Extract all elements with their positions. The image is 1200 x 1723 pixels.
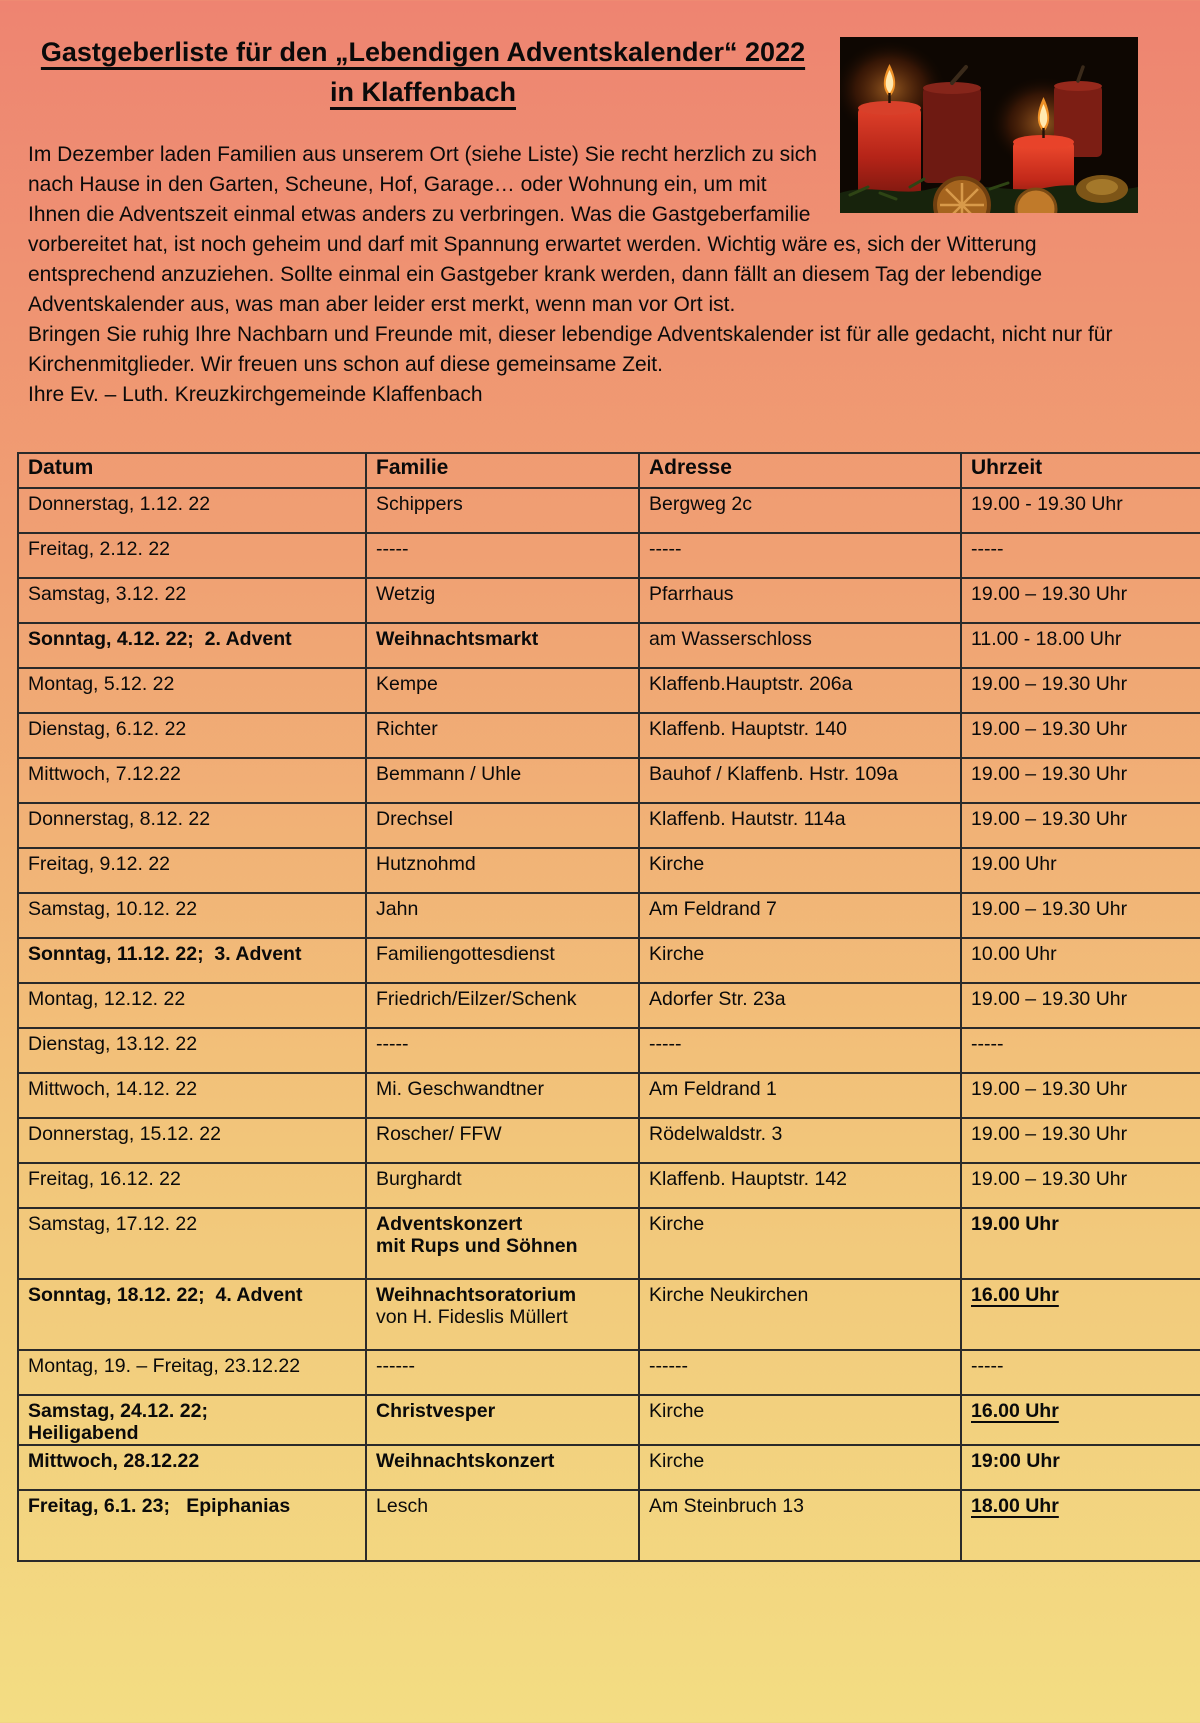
- cell-uhrzeit: [961, 1445, 1200, 1490]
- table-row: [18, 668, 1200, 713]
- cell-uhrzeit: [961, 488, 1200, 533]
- cell-familie: [366, 668, 639, 713]
- cell-line: Donnerstag, 15.12. 22: [28, 1123, 221, 1145]
- host-schedule-table: [17, 452, 1200, 1562]
- table-row: [18, 758, 1200, 803]
- cell-line: Samstag, 3.12. 22: [28, 583, 187, 605]
- cell-line: 19.00 - 19.30 Uhr: [971, 493, 1123, 515]
- cell-line: Burghardt: [376, 1168, 462, 1190]
- cell-uhrzeit: [961, 893, 1200, 938]
- cell-adresse: [639, 1279, 961, 1350]
- cell-line: Wetzig: [376, 583, 436, 605]
- cell-line: Dienstag, 6.12. 22: [28, 718, 187, 740]
- cell-familie: [366, 1279, 639, 1350]
- cell-line: Bemmann / Uhle: [376, 763, 522, 785]
- cell-adresse: [639, 938, 961, 983]
- table-row: [18, 1028, 1200, 1073]
- cell-adresse: [639, 1208, 961, 1279]
- cell-line: Richter: [376, 718, 438, 740]
- cell-line: Adorfer Str. 23a: [649, 988, 786, 1010]
- cell-line: Kirche: [649, 1213, 705, 1235]
- cell-line: Familiengottesdienst: [376, 943, 555, 965]
- table-row: [18, 1350, 1200, 1395]
- cell-adresse: [639, 713, 961, 758]
- table-header: [18, 453, 1200, 488]
- cell-datum: [18, 1028, 366, 1073]
- table-row: [18, 1208, 1200, 1279]
- cell-datum: [18, 758, 366, 803]
- cell-line: ------: [376, 1355, 415, 1377]
- cell-adresse: [639, 758, 961, 803]
- intro-paragraph-2: Bringen Sie ruhig Ihre Nachbarn und Freunde mit, dieser lebendige Adventskalender ist für alle gedacht, nicht nur für Kirchenmitglieder. Wir freuen uns schon auf diese gemeinsame Zeit.: [28, 323, 1119, 376]
- cell-line: Friedrich/Eilzer/Schenk: [376, 988, 577, 1010]
- cell-familie: [366, 1208, 639, 1279]
- advent-candles-photo: [840, 37, 1138, 213]
- cell-adresse: [639, 1395, 961, 1445]
- cell-familie: [366, 1163, 639, 1208]
- cell-datum: [18, 713, 366, 758]
- cell-datum: [18, 533, 366, 578]
- table-row: [18, 1163, 1200, 1208]
- cell-datum: [18, 623, 366, 668]
- cell-line: Kirche Neukirchen: [649, 1284, 809, 1306]
- cell-datum: [18, 1490, 366, 1561]
- cell-datum: [18, 893, 366, 938]
- column-header-datum: Datum: [18, 453, 366, 488]
- cell-line: 19.00 Uhr: [971, 1213, 1059, 1235]
- cell-familie: [366, 983, 639, 1028]
- table-row: [18, 1395, 1200, 1445]
- cell-uhrzeit: [961, 758, 1200, 803]
- cell-line: 19.00 – 19.30 Uhr: [971, 673, 1128, 695]
- cell-line: Montag, 19. – Freitag, 23.12.22: [28, 1355, 301, 1377]
- cell-line: Dienstag, 13.12. 22: [28, 1033, 198, 1055]
- cell-uhrzeit: [961, 578, 1200, 623]
- cell-line: Mi. Geschwandtner: [376, 1078, 544, 1100]
- table-row: [18, 938, 1200, 983]
- cell-line: 19.00 Uhr: [971, 853, 1057, 875]
- cell-datum: [18, 848, 366, 893]
- cell-adresse: [639, 623, 961, 668]
- cell-line: 11.00 - 18.00 Uhr: [971, 628, 1122, 650]
- cell-uhrzeit: [961, 1279, 1200, 1350]
- cell-adresse: [639, 1073, 961, 1118]
- cell-uhrzeit: [961, 1163, 1200, 1208]
- table-row: [18, 1073, 1200, 1118]
- cell-datum: [18, 1163, 366, 1208]
- cell-line: Pfarrhaus: [649, 583, 734, 605]
- cell-line: -----: [649, 538, 682, 560]
- cell-datum: [18, 938, 366, 983]
- cell-line: Weihnachtsoratorium: [376, 1284, 577, 1306]
- cell-line: 16.00 Uhr: [971, 1400, 1059, 1422]
- cell-uhrzeit: [961, 938, 1200, 983]
- cell-line: Bauhof / Klaffenb. Hstr. 109a: [649, 763, 898, 785]
- cell-adresse: [639, 848, 961, 893]
- cell-line: Freitag, 2.12. 22: [28, 538, 171, 560]
- cell-line: Roscher/ FFW: [376, 1123, 502, 1145]
- cell-line: ------: [649, 1355, 688, 1377]
- cell-familie: [366, 488, 639, 533]
- cell-line: Hutznohmd: [376, 853, 476, 875]
- cell-datum: [18, 983, 366, 1028]
- cell-uhrzeit: [961, 1028, 1200, 1073]
- cell-datum: [18, 1073, 366, 1118]
- table-row: [18, 1279, 1200, 1350]
- cell-line: Rödelwaldstr. 3: [649, 1123, 783, 1145]
- cell-uhrzeit: [961, 1350, 1200, 1395]
- cell-familie: [366, 1350, 639, 1395]
- cell-line: Klaffenb. Hautstr. 114a: [649, 808, 846, 830]
- cell-line: Am Feldrand 7: [649, 898, 777, 920]
- table-row: [18, 623, 1200, 668]
- cell-familie: [366, 1490, 639, 1561]
- cell-familie: [366, 1445, 639, 1490]
- cell-line: -----: [376, 538, 409, 560]
- table-row: [18, 1118, 1200, 1163]
- cell-familie: [366, 623, 639, 668]
- cell-adresse: [639, 893, 961, 938]
- cell-uhrzeit: [961, 623, 1200, 668]
- cell-adresse: [639, 803, 961, 848]
- cell-line: Samstag, 17.12. 22: [28, 1213, 198, 1235]
- table-row: [18, 533, 1200, 578]
- cell-familie: [366, 758, 639, 803]
- cell-datum: [18, 1208, 366, 1279]
- cell-line: 19.00 – 19.30 Uhr: [971, 898, 1128, 920]
- cell-adresse: [639, 488, 961, 533]
- table-header-row: [18, 453, 1200, 488]
- cell-adresse: [639, 1490, 961, 1561]
- cell-adresse: [639, 533, 961, 578]
- cell-datum: [18, 488, 366, 533]
- cell-line: Christvesper: [376, 1400, 496, 1422]
- cell-line: Adventskonzert: [376, 1213, 523, 1235]
- cell-adresse: [639, 668, 961, 713]
- table-row: [18, 1445, 1200, 1490]
- cell-line: 18.00 Uhr: [971, 1495, 1059, 1517]
- cell-line: 19.00 – 19.30 Uhr: [971, 763, 1128, 785]
- cell-adresse: [639, 1118, 961, 1163]
- cell-line: Donnerstag, 8.12. 22: [28, 808, 211, 830]
- cell-line: Kirche: [649, 943, 705, 965]
- cell-line: 19.00 – 19.30 Uhr: [971, 583, 1128, 605]
- cell-line: Sonntag, 11.12. 22; 3. Advent: [28, 943, 302, 965]
- cell-adresse: [639, 1028, 961, 1073]
- cell-uhrzeit: [961, 668, 1200, 713]
- page-title-line2: in Klaffenbach: [329, 77, 517, 107]
- table-row: [18, 713, 1200, 758]
- cell-line: Freitag, 16.12. 22: [28, 1168, 181, 1190]
- column-header-familie: Familie: [366, 453, 639, 488]
- table-row: [18, 1490, 1200, 1561]
- cell-line: 19.00 – 19.30 Uhr: [971, 1078, 1128, 1100]
- cell-line: Montag, 12.12. 22: [28, 988, 186, 1010]
- table-row: [18, 983, 1200, 1028]
- cell-familie: [366, 1118, 639, 1163]
- cell-uhrzeit: [961, 848, 1200, 893]
- cell-datum: [18, 1350, 366, 1395]
- cell-line: 19.00 – 19.30 Uhr: [971, 718, 1128, 740]
- intro-paragraph-1: Im Dezember laden Familien aus unserem Ort (siehe Liste) Sie recht herzlich zu sich nach Hause in den Garten, Scheune, Hof, Garage… oder Wohnung ein, um mit Ihnen die Adventszeit einmal etwas anders zu verbringen. Was die Gastgeberfamilie vorbereitet hat, ist noch geheim und darf mit Spannung erwartet werden. Wichtig wäre es, sich der Witterung entsprechend anzuziehen. Sollte einmal ein Gastgeber krank werden, dann fällt an diesem Tag der lebendige Adventskalender aus, was man aber leider erst merkt, wenn man vor Ort ist.: [28, 143, 1047, 316]
- cell-line: 10.00 Uhr: [971, 943, 1057, 965]
- cell-line: Freitag, 6.1. 23; Epiphanias: [28, 1495, 291, 1517]
- cell-line: Lesch: [376, 1495, 429, 1517]
- cell-familie: [366, 893, 639, 938]
- cell-line: -----: [971, 538, 1004, 560]
- cell-line: 16.00 Uhr: [971, 1284, 1059, 1306]
- cell-datum: [18, 1395, 366, 1445]
- cell-line: Mittwoch, 7.12.22: [28, 763, 181, 785]
- cell-line: Kempe: [376, 673, 438, 695]
- cell-line: Samstag, 24.12. 22;: [28, 1400, 208, 1422]
- cell-line: Freitag, 9.12. 22: [28, 853, 171, 875]
- cell-familie: [366, 713, 639, 758]
- cell-uhrzeit: [961, 713, 1200, 758]
- table-row: [18, 578, 1200, 623]
- cell-line: 19.00 – 19.30 Uhr: [971, 988, 1128, 1010]
- cell-familie: [366, 1395, 639, 1445]
- document-page: [0, 32, 1200, 1562]
- cell-line: Klaffenb. Hauptstr. 142: [649, 1168, 848, 1190]
- cell-line: Heiligabend: [28, 1422, 139, 1444]
- cell-line: Klaffenb.Hauptstr. 206a: [649, 673, 853, 695]
- cell-line: Kirche: [649, 1450, 705, 1472]
- cell-uhrzeit: [961, 1395, 1200, 1445]
- cell-datum: [18, 578, 366, 623]
- cell-line: Sonntag, 18.12. 22; 4. Advent: [28, 1284, 303, 1306]
- cell-line: am Wasserschloss: [649, 628, 812, 650]
- cell-line: 19.00 – 19.30 Uhr: [971, 808, 1128, 830]
- cell-line: Mittwoch, 14.12. 22: [28, 1078, 198, 1100]
- cell-line: Am Steinbruch 13: [649, 1495, 805, 1517]
- cell-uhrzeit: [961, 533, 1200, 578]
- cell-uhrzeit: [961, 1208, 1200, 1279]
- cell-familie: [366, 938, 639, 983]
- page-title-line1: Gastgeberliste für den „Lebendigen Adventskalender“ 2022: [40, 37, 806, 67]
- cell-line: Samstag, 10.12. 22: [28, 898, 198, 920]
- cell-line: Schippers: [376, 493, 463, 515]
- table-row: [18, 848, 1200, 893]
- table-body: [18, 488, 1200, 1561]
- cell-datum: [18, 803, 366, 848]
- cell-familie: [366, 848, 639, 893]
- table-row: [18, 488, 1200, 533]
- cell-familie: [366, 803, 639, 848]
- cell-uhrzeit: [961, 1073, 1200, 1118]
- cell-line: Klaffenb. Hauptstr. 140: [649, 718, 848, 740]
- cell-familie: [366, 578, 639, 623]
- cell-datum: [18, 1118, 366, 1163]
- cell-familie: [366, 1028, 639, 1073]
- cell-uhrzeit: [961, 1490, 1200, 1561]
- cell-line: -----: [649, 1033, 682, 1055]
- cell-uhrzeit: [961, 983, 1200, 1028]
- cell-line: Kirche: [649, 1400, 705, 1422]
- cell-line: Sonntag, 4.12. 22; 2. Advent: [28, 628, 292, 650]
- column-header-uhrzeit: Uhrzeit: [961, 453, 1200, 488]
- cell-adresse: [639, 578, 961, 623]
- cell-line: Am Feldrand 1: [649, 1078, 777, 1100]
- intro-paragraph-3: Ihre Ev. – Luth. Kreuzkirchgemeinde Klaffenbach: [28, 383, 483, 406]
- cell-adresse: [639, 1445, 961, 1490]
- column-header-adresse: Adresse: [639, 453, 961, 488]
- cell-familie: [366, 533, 639, 578]
- cell-line: Weihnachtskonzert: [376, 1450, 555, 1472]
- cell-datum: [18, 668, 366, 713]
- cell-line: Montag, 5.12. 22: [28, 673, 175, 695]
- cell-datum: [18, 1279, 366, 1350]
- cell-adresse: [639, 983, 961, 1028]
- cell-adresse: [639, 1350, 961, 1395]
- cell-datum: [18, 1445, 366, 1490]
- cell-line: Kirche: [649, 853, 705, 875]
- cell-line: 19.00 – 19.30 Uhr: [971, 1168, 1128, 1190]
- cell-uhrzeit: [961, 1118, 1200, 1163]
- cell-line: Drechsel: [376, 808, 453, 830]
- cell-line: Mittwoch, 28.12.22: [28, 1450, 200, 1472]
- cell-uhrzeit: [961, 803, 1200, 848]
- table-row: [18, 893, 1200, 938]
- cell-line: Donnerstag, 1.12. 22: [28, 493, 211, 515]
- cell-familie: [366, 1073, 639, 1118]
- cell-line: Bergweg 2c: [649, 493, 752, 515]
- cell-adresse: [639, 1163, 961, 1208]
- cell-line: 19:00 Uhr: [971, 1450, 1060, 1472]
- cell-line: von H. Fideslis Müllert: [376, 1306, 568, 1328]
- cell-line: Weihnachtsmarkt: [376, 628, 539, 650]
- table-row: [18, 803, 1200, 848]
- cell-line: 19.00 – 19.30 Uhr: [971, 1123, 1128, 1145]
- cell-line: Jahn: [376, 898, 419, 920]
- cell-line: -----: [971, 1033, 1004, 1055]
- cell-line: -----: [376, 1033, 409, 1055]
- cell-line: mit Rups und Söhnen: [376, 1235, 578, 1257]
- cell-line: -----: [971, 1355, 1004, 1377]
